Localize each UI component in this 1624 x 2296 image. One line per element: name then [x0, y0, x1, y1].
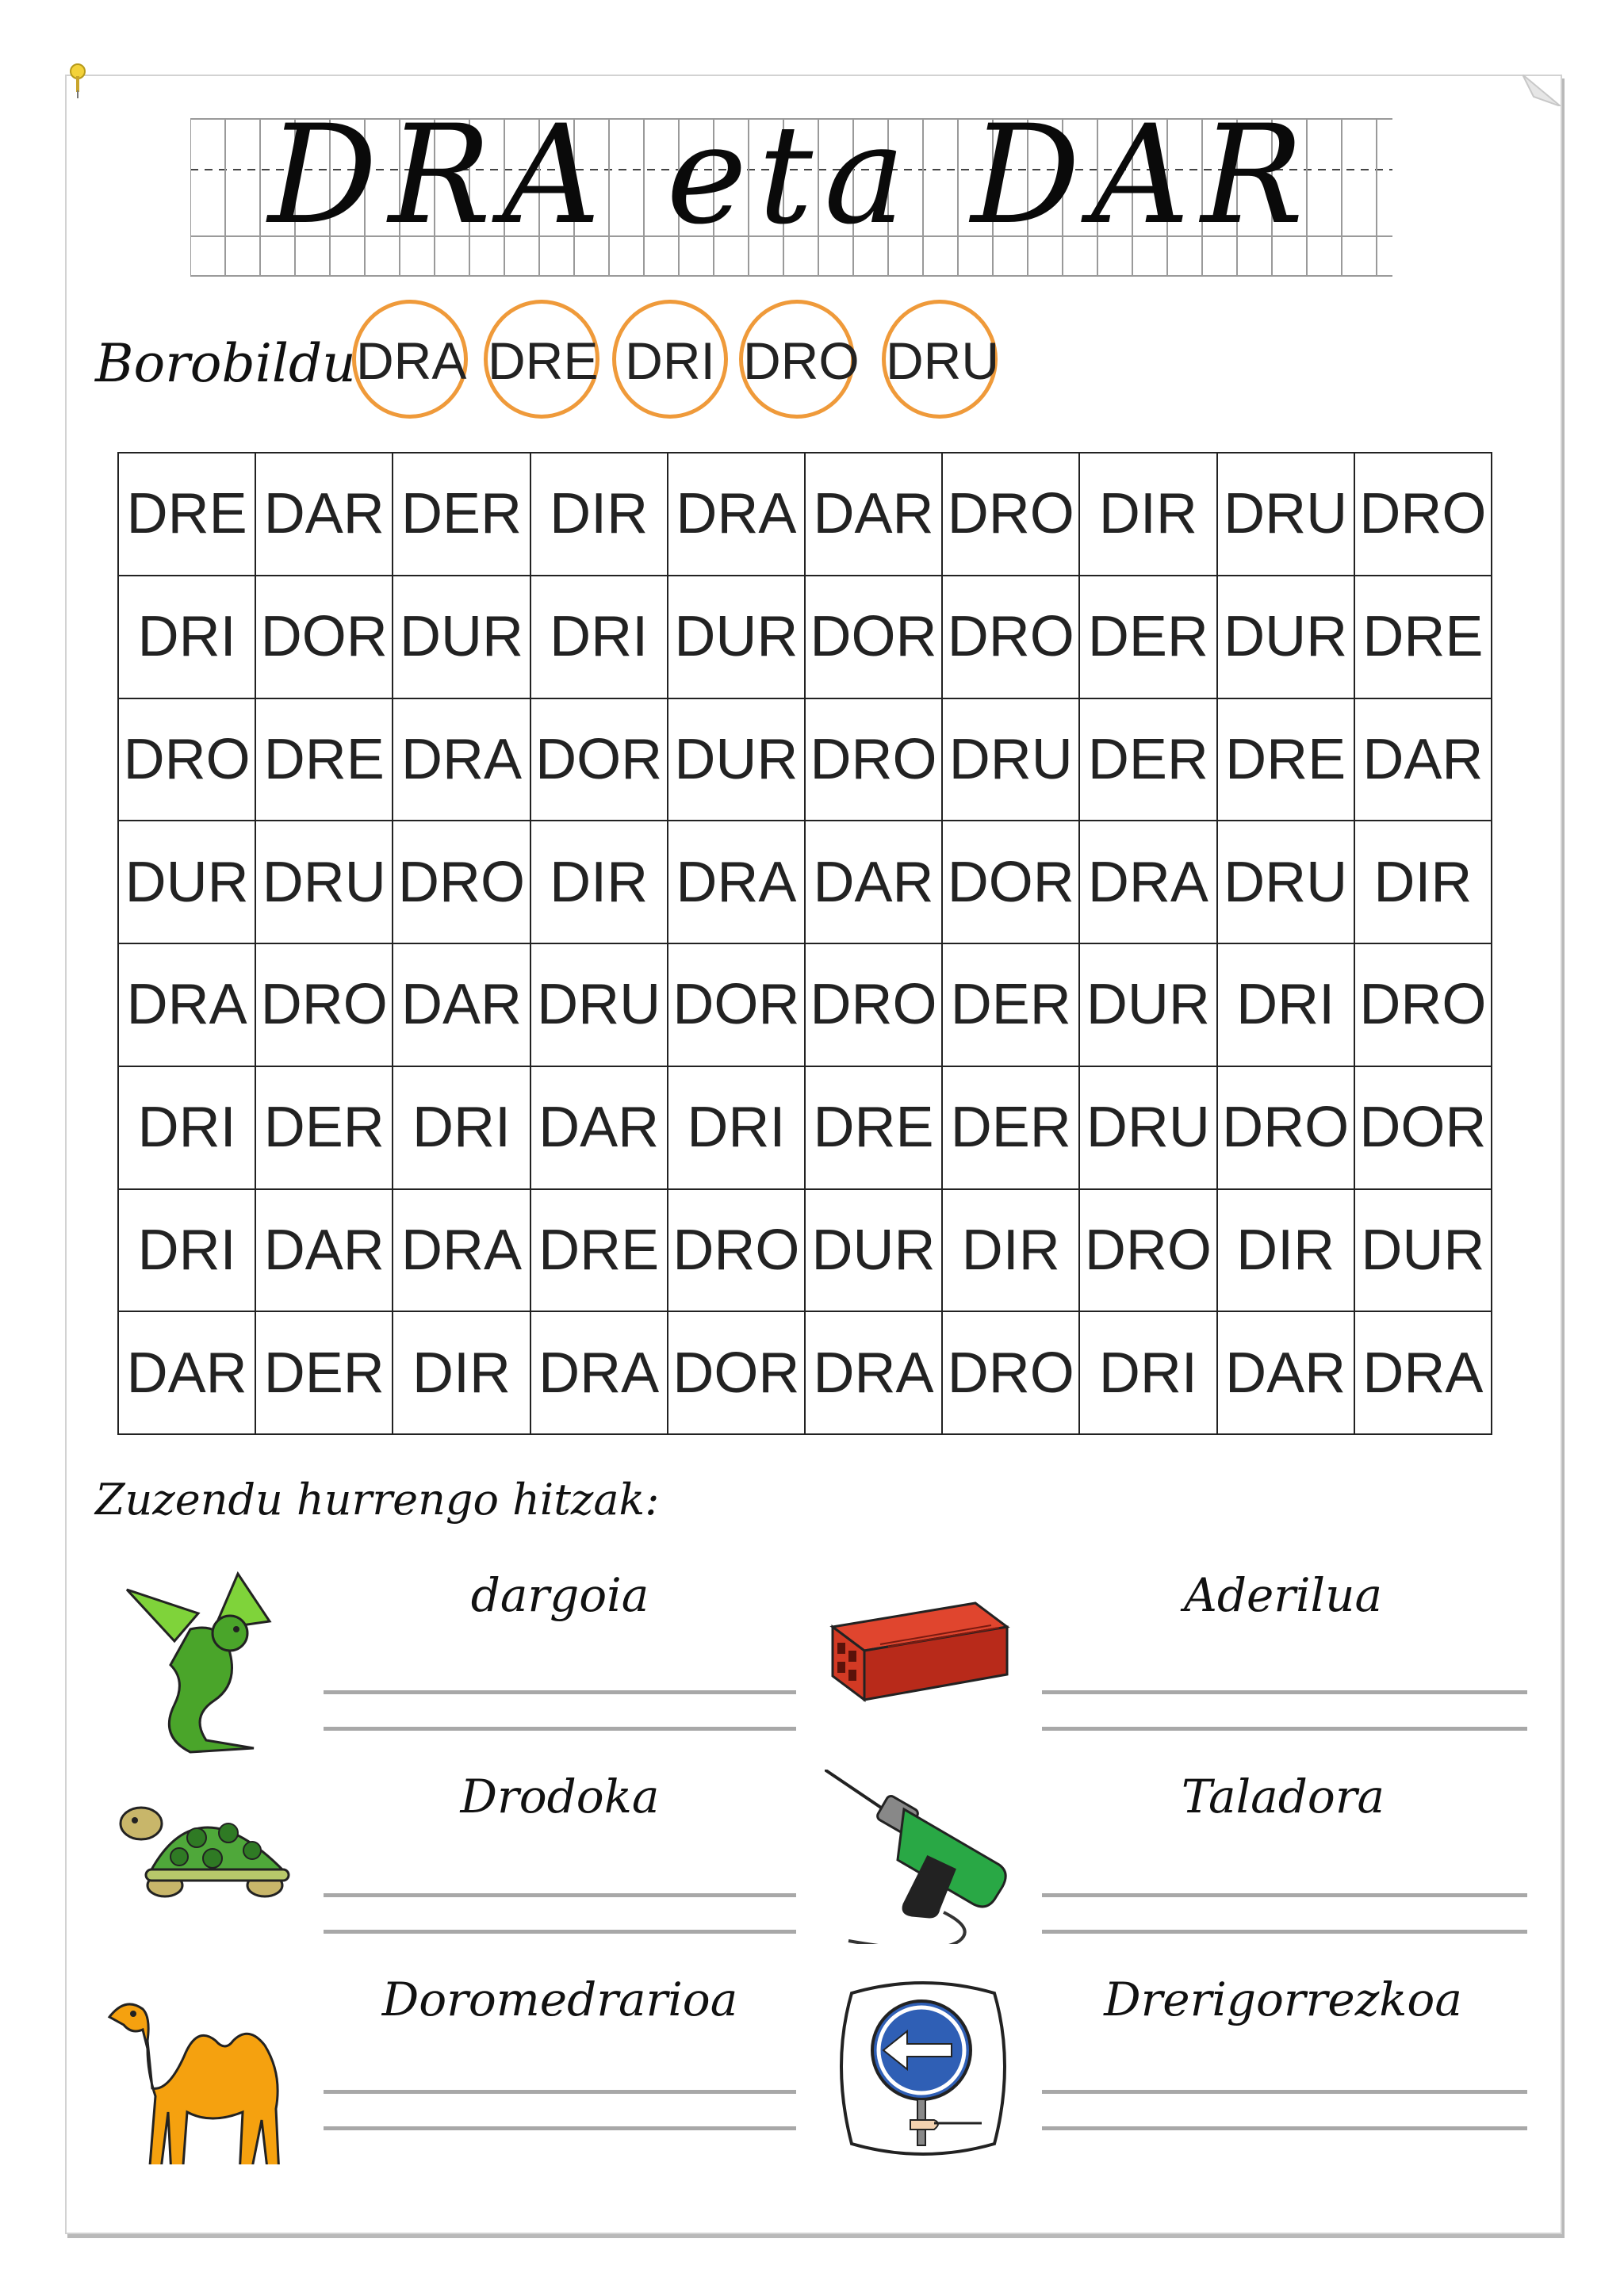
- wrong-word: Drerigorrezkoa: [1104, 1973, 1462, 2026]
- syllable-cell: DRO: [942, 1311, 1079, 1434]
- syllable-cell: DAR: [255, 1189, 393, 1312]
- syllable-cell: DRO: [393, 821, 530, 943]
- drill-icon: [825, 1770, 1023, 1944]
- syllable-cell: DRA: [393, 1189, 530, 1312]
- syllable-cell: DRI: [530, 576, 668, 698]
- table-row: [118, 698, 1492, 821]
- circle-dro: [739, 300, 860, 419]
- syllable-cell: DIR: [942, 1189, 1079, 1312]
- circle-instruction: Borobildu: [95, 333, 356, 394]
- syllable-cell: DER: [942, 943, 1079, 1066]
- syllable-cell: DRO: [255, 943, 393, 1066]
- writing-line: [1042, 1727, 1527, 1731]
- syllable-cell: DOR: [1354, 1066, 1492, 1189]
- syllable-cell: DOR: [668, 1311, 805, 1434]
- syllable-cell: DRA: [530, 1311, 668, 1434]
- writing-line: [324, 2090, 796, 2094]
- wrong-word: Aderilua: [1183, 1568, 1383, 1622]
- writing-line: [324, 1727, 796, 1731]
- syllable-cell: DRO: [1354, 453, 1492, 576]
- syllable-cell: DOR: [668, 943, 805, 1066]
- syllable-cell: DRI: [393, 1066, 530, 1189]
- table-row: [118, 1189, 1492, 1312]
- syllable-cell: DAR: [805, 453, 942, 576]
- syllable-cell: DRO: [118, 698, 255, 821]
- syllable-cell: DUR: [1354, 1189, 1492, 1312]
- syllable-cell: DRO: [805, 698, 942, 821]
- syllable-cell: DRO: [805, 943, 942, 1066]
- syllable-cell: DRI: [118, 1189, 255, 1312]
- syllable-cell: DIR: [1079, 453, 1216, 576]
- syllable-cell: DIR: [1217, 1189, 1354, 1312]
- syllable-cell: DRA: [393, 698, 530, 821]
- syllable-cell: DRO: [668, 1189, 805, 1312]
- syllable-cell: DAR: [118, 1311, 255, 1434]
- pushpin-icon: [68, 62, 87, 100]
- syllable-cell: DUR: [805, 1189, 942, 1312]
- table-row: [118, 576, 1492, 698]
- syllable-cell: DER: [1079, 576, 1216, 698]
- syllable-cell: DRA: [805, 1311, 942, 1434]
- syllable-cell: DRU: [1217, 821, 1354, 943]
- syllable-cell: DUR: [1079, 943, 1216, 1066]
- table-row: [118, 453, 1492, 576]
- table-row: [118, 943, 1492, 1066]
- camel-icon: [102, 1995, 304, 2164]
- circle-dra: [352, 300, 468, 419]
- writing-line: [324, 2126, 796, 2130]
- writing-line: [1042, 1893, 1527, 1897]
- writing-line: [324, 1690, 796, 1694]
- syllable-cell: DRU: [942, 698, 1079, 821]
- page-title: DRA eta DAR: [267, 94, 1316, 254]
- page-curl: [1522, 75, 1561, 106]
- syllable-cell: DRO: [1217, 1066, 1354, 1189]
- syllable-cell: DER: [393, 453, 530, 576]
- brick-icon: [825, 1595, 1015, 1706]
- table-row: [118, 821, 1492, 943]
- correction-instruction: Zuzendu hurrengo hitzak:: [95, 1475, 660, 1525]
- syllable-cell: DAR: [1354, 698, 1492, 821]
- syllable-cell: DRA: [668, 453, 805, 576]
- syllable-cell: DRI: [668, 1066, 805, 1189]
- syllable-cell: DOR: [530, 698, 668, 821]
- syllable-cell: DRE: [255, 698, 393, 821]
- syllable-cell: DRO: [1354, 943, 1492, 1066]
- left-turn-sign-icon: [828, 1977, 1015, 2164]
- syllable-cell: DAR: [393, 943, 530, 1066]
- syllable-cell: DRE: [805, 1066, 942, 1189]
- syllable-cell: DRI: [1079, 1311, 1216, 1434]
- syllable-label: DRE: [488, 331, 599, 390]
- syllable-cell: DER: [255, 1311, 393, 1434]
- writing-line: [324, 1893, 796, 1897]
- syllable-cell: DRA: [1354, 1311, 1492, 1434]
- syllable-cell: DAR: [530, 1066, 668, 1189]
- syllable-cell: DOR: [942, 821, 1079, 943]
- syllable-cell: DIR: [1354, 821, 1492, 943]
- syllable-cell: DRU: [1079, 1066, 1216, 1189]
- syllable-cell: DAR: [255, 453, 393, 576]
- syllable-cell: DRU: [530, 943, 668, 1066]
- syllable-cell: DIR: [393, 1311, 530, 1434]
- syllable-cell: DRO: [1079, 1189, 1216, 1312]
- syllable-cell: DUR: [668, 576, 805, 698]
- writing-line: [324, 1930, 796, 1934]
- writing-line: [1042, 1930, 1527, 1934]
- wrong-word: Taladora: [1181, 1770, 1385, 1823]
- syllable-cell: DRA: [668, 821, 805, 943]
- circle-dru: [882, 300, 998, 419]
- syllable-cell: DRA: [118, 943, 255, 1066]
- syllable-cell: DAR: [805, 821, 942, 943]
- syllable-cell: DUR: [393, 576, 530, 698]
- syllable-cell: DRU: [1217, 453, 1354, 576]
- syllable-cell: DIR: [530, 821, 668, 943]
- syllable-cell: DER: [255, 1066, 393, 1189]
- syllable-cell: DER: [942, 1066, 1079, 1189]
- circle-dre: [484, 300, 599, 419]
- syllable-label: DRI: [625, 331, 715, 390]
- syllable-cell: DIR: [530, 453, 668, 576]
- syllable-cell: DRO: [942, 576, 1079, 698]
- syllable-cell: DOR: [805, 576, 942, 698]
- syllable-cell: DUR: [118, 821, 255, 943]
- table-row: [118, 1311, 1492, 1434]
- syllable-cell: DRI: [118, 576, 255, 698]
- syllable-cell: DUR: [1217, 576, 1354, 698]
- syllable-cell: DER: [1079, 698, 1216, 821]
- syllable-cell: DOR: [255, 576, 393, 698]
- syllable-cell: DRI: [118, 1066, 255, 1189]
- wrong-word: dargoia: [470, 1568, 649, 1622]
- syllable-cell: DRE: [1217, 698, 1354, 821]
- syllable-label: DRA: [356, 331, 467, 390]
- circle-dri: [612, 300, 728, 419]
- syllable-label: DRU: [886, 331, 999, 390]
- writing-line: [1042, 2090, 1527, 2094]
- syllable-cell: DRO: [942, 453, 1079, 576]
- syllable-cell: DRA: [1079, 821, 1216, 943]
- syllable-label: DRO: [743, 331, 860, 390]
- syllable-cell: DRI: [1217, 943, 1354, 1066]
- wrong-word: Doromedrarioa: [381, 1973, 738, 2026]
- table-row: [118, 1066, 1492, 1189]
- syllable-table: [117, 452, 1492, 1435]
- writing-line: [1042, 1690, 1527, 1694]
- syllable-cell: DUR: [668, 698, 805, 821]
- wrong-word: Drodoka: [460, 1770, 660, 1823]
- syllable-cell: DRE: [118, 453, 255, 576]
- syllable-cell: DRE: [1354, 576, 1492, 698]
- turtle-icon: [109, 1798, 297, 1906]
- syllable-cell: DRU: [255, 821, 393, 943]
- writing-line: [1042, 2126, 1527, 2130]
- dragon-icon: [111, 1566, 293, 1756]
- syllable-cell: DAR: [1217, 1311, 1354, 1434]
- syllable-cell: DRE: [530, 1189, 668, 1312]
